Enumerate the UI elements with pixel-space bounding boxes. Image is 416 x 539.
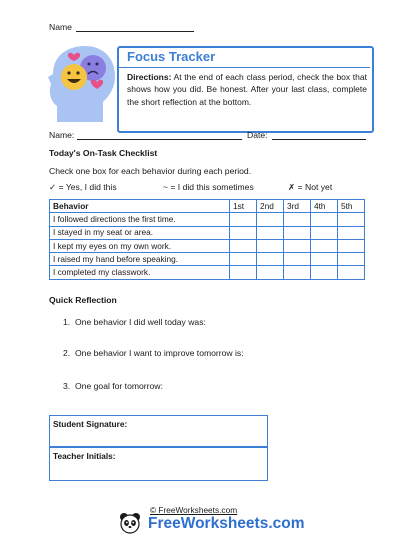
check-box[interactable] (230, 226, 257, 239)
check-box[interactable] (230, 213, 257, 226)
legend-yes: ✓ = Yes, I did this (49, 182, 117, 192)
reflection-question: One behavior I did well today was: (75, 317, 206, 327)
behavior-label: I raised my hand before speaking. (50, 253, 230, 266)
behavior-label: I followed directions the first time. (50, 213, 230, 226)
check-box[interactable] (311, 239, 338, 252)
focus-head-illustration (47, 44, 117, 124)
question-number: 2. (63, 348, 71, 358)
period-header: 2nd (257, 200, 284, 213)
teacher-initials-label: Teacher Initials: (53, 451, 116, 461)
legend-sometimes: ~ = I did this sometimes (163, 182, 254, 192)
check-box[interactable] (257, 253, 284, 266)
check-box[interactable] (230, 253, 257, 266)
worksheet-title: Focus Tracker (127, 49, 216, 64)
check-box[interactable] (338, 213, 365, 226)
smile-face-icon (61, 64, 87, 90)
check-box[interactable] (311, 253, 338, 266)
legend-not-yet: ✗ = Not yet (288, 182, 333, 192)
directions (127, 71, 367, 108)
footer-logo[interactable]: FreeWorksheets.com (148, 515, 305, 532)
check-box[interactable] (311, 226, 338, 239)
behavior-label: I kept my eyes on my own work. (50, 239, 230, 252)
check-box[interactable] (257, 213, 284, 226)
check-box[interactable] (284, 213, 311, 226)
check-box[interactable] (257, 266, 284, 279)
footer-url[interactable]: © FreeWorksheets.com (150, 505, 238, 515)
panda-logo-icon (119, 512, 141, 534)
reflection-question: One behavior I want to improve tomorrow is: (75, 348, 244, 358)
top-name-label: Name (49, 22, 72, 32)
student-signature-box[interactable] (49, 415, 268, 447)
check-box[interactable] (338, 266, 365, 279)
check-box[interactable] (338, 239, 365, 252)
check-box[interactable] (284, 253, 311, 266)
header-divider (119, 67, 370, 68)
check-box[interactable] (284, 266, 311, 279)
period-header: 3rd (284, 200, 311, 213)
table-row (50, 213, 365, 226)
table-row (50, 239, 365, 252)
check-box[interactable] (257, 239, 284, 252)
check-box[interactable] (257, 226, 284, 239)
period-header: 1st (230, 200, 257, 213)
behavior-checklist-table (49, 199, 365, 280)
name-line[interactable] (77, 139, 242, 140)
directions-text: At the end of each class period, check the box that shows how you did. Be honest. After your last class, complete the short reflection at the bottom. (127, 72, 367, 107)
check-box[interactable] (338, 253, 365, 266)
checklist-title: Today's On-Task Checklist (49, 148, 158, 158)
check-box[interactable] (311, 213, 338, 226)
directions-label: Directions: (127, 72, 172, 82)
checklist-instruction: Check one box for each behavior during each period. (49, 166, 252, 176)
question-number: 3. (63, 381, 71, 391)
name-label: Name: (49, 130, 75, 140)
table-row (50, 253, 365, 266)
reflection-title: Quick Reflection (49, 295, 117, 305)
reflection-question: One goal for tomorrow: (75, 381, 163, 391)
teacher-initials-box[interactable] (49, 447, 268, 481)
check-box[interactable] (284, 239, 311, 252)
behavior-column-header: Behavior (50, 200, 230, 213)
period-header: 4th (311, 200, 338, 213)
table-header-row (50, 200, 365, 213)
student-signature-label: Student Signature: (53, 419, 128, 429)
check-box[interactable] (284, 226, 311, 239)
date-line[interactable] (272, 139, 366, 140)
table-row (50, 266, 365, 279)
check-box[interactable] (338, 226, 365, 239)
check-box[interactable] (230, 266, 257, 279)
date-label: Date: (247, 130, 268, 140)
behavior-label: I stayed in my seat or area. (50, 226, 230, 239)
question-number: 1. (63, 317, 71, 327)
table-row (50, 226, 365, 239)
check-box[interactable] (311, 266, 338, 279)
period-header: 5th (338, 200, 365, 213)
check-box[interactable] (230, 239, 257, 252)
behavior-label: I completed my classwork. (50, 266, 230, 279)
top-name-line[interactable] (76, 31, 194, 32)
